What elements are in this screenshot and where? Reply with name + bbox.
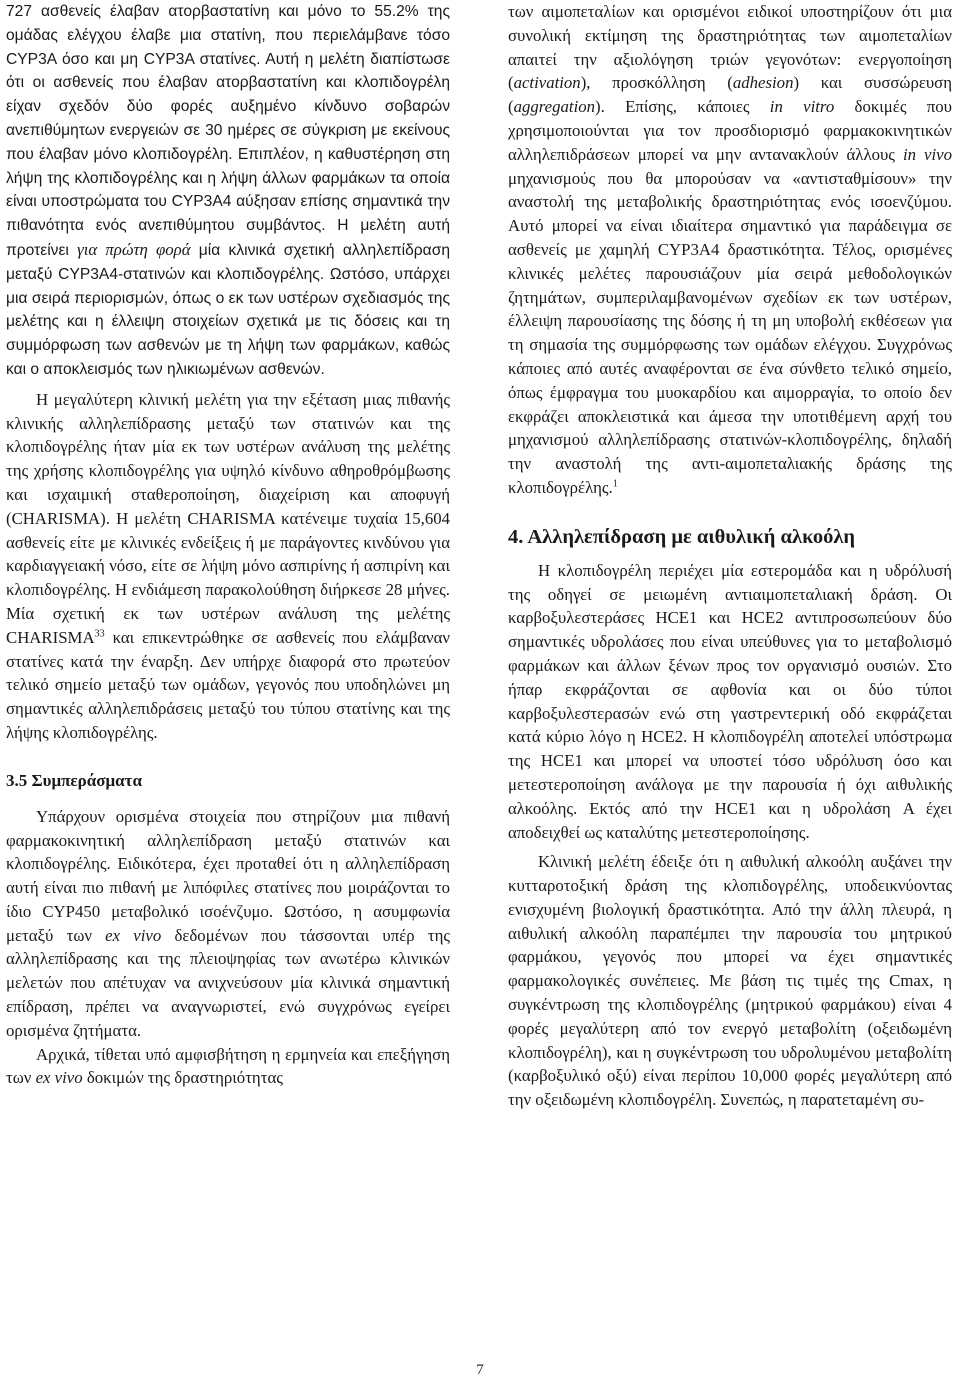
italic-run: in vivo <box>902 144 952 164</box>
text-run: μηχανισμούς που θα μπορούσαν να «αντισταθμίσουν» την αναστολή της μεταβολικής δραστηριότητας ενός ισοενζύμου. Αυτό μπορεί να είναι ιδιαίτερα σημαντικό για παράδειγμα σε ασθενείς με χαμηλή CYP3A4 δραστικότητα. Τέλος, ορισμένες κλινικές μελέτες παρουσιάζουν μία σειρά μεθοδολογικών ζητημάτων, συμπεριλαμβανομένων σχεδίων εκ των υστέρων, έλλειψη παρουσίασης της δόσης ή τη μη υποβολή εκθέσεων για τη σημασία της συμμόρφωσης των ομάδων ελέγχου. Συγχρόνως κάποιες από αυτές αναφέρονται σε ένα σύνθετο τελικό σημείο, όπως έμφραγμα του μυοκαρδίου και αιμορραγία, το οποίο δεν εκφράζει αποκλειστικά και άμεσα την υποτιθέμενη αρχή του μηχανισμού αλληλεπίδρασης στατινών-κλοπιδογρέλης, δηλαδή την αναστολή της αντι-αιμοπεταλιακής δράσης της κλοπιδογρέλης. <box>508 168 952 497</box>
text-run: 727 ασθενείς έλαβαν ατορβαστατίνη και μόνο το 55.2% της ομάδας ελέγχου έλαβε μια στατίνη, που περιελάμβανε τόσο CYP3A όσο και μη CYP3A στατίνες. Αυτή η μελέτη διαπίστωσε ότι οι ασθενείς που έλαβαν ατορβαστατίνη και κλοπιδογρέλη είχαν σχεδόν δύο φορές αυξημένο κίνδυνο σοβαρών ανεπιθύμητων ενεργειών σε 30 ημέρες σε σύγκριση με εκείνους που έλαβαν μόνο κλοπιδογρέλη. Επιπλέον, η καθυστέρηση στη λήψη της κλοπιδογρέλης και η λήψη άλλων φαρμάκων τα οποία είναι υποστρώματα του CYP3A4 αύξησαν επίσης σημαντικά την πιθανότητα ενός ανεπιθύμητου συμβάντος. Η μελέτη αυτή προτείνει <box>6 3 450 259</box>
paragraph-conclusions <box>6 805 450 1043</box>
text-run: Αρχικά, τίθεται υπό αμφισβήτηση η ερμηνεία και επεξήγηση των <box>6 1044 450 1088</box>
italic-run: in vitro <box>769 97 835 117</box>
text-run: δοκιμών της δραστηριότητας <box>82 1068 283 1088</box>
text-run: ). Επίσης, κάποιες <box>595 97 770 117</box>
page-number: 7 <box>476 1362 484 1378</box>
citation-superscript: 1 <box>612 478 618 490</box>
paragraph-platelet-activity <box>508 0 952 500</box>
paragraph-ex-vivo <box>6 1043 450 1091</box>
text-run: των αιμοπεταλίων και ορισμένοι ειδικοί υποστηρίζουν ότι μια συνολική εκτίμηση της δραστηριότητας των αιμοπεταλίων απαιτεί την αξιολόγηση τριών γεγονότων: ενεργοποίηση ( <box>508 2 952 93</box>
italic-run: για πρώτη φορά <box>77 239 191 259</box>
text-run: Υπάρχουν ορισμένα στοιχεία που στηρίζουν μια πιθανή φαρμακοκινητική αλληλεπίδραση μεταξύ στατινών και κλοπιδογρέλης. Ειδικότερα, έχει προταθεί ότι η αλληλεπίδραση αυτή είναι πιο πιθανή με λιπόφιλες στατίνες που μοιράζονται το ίδιο CYP450 μεταβολικό ισοένζυμο. Ωστόσο, η ασυμφωνία μεταξύ των <box>6 806 450 945</box>
citation-superscript: 33 <box>94 628 105 640</box>
paragraph-ethanol-hydrolysis: Η κλοπιδογρέλη περιέχει μία εστερομάδα και η υδρόλυσή της οδηγεί σε μειωμένη αντιαιμοπεταλιακή δράση. Οι καρβοξυλεστεράσες HCE1 και HCE2 αντιπροσωπεύουν δύο σημαντικές υδρολάσες που είναι υπεύθυνες για το μεταβολισμό φαρμάκων και άλλων ξένων προς τον οργανισμό ουσιών. Στο ήπαρ εκφράζονται σε αφθονία και οι δύο τύποι καρβοξυλεστερασών ενώ στη γαστρεντερική οδό εκφράζεται κατά κύριο λόγο η HCE2. Η κλοπιδογρέλη αποτελεί υπόστρωμα της HCE1 και μπορεί να υποστεί τόσο υδρόλυση όσο και μετεστεροποίηση ανάλογα με την παρουσία ή όχι αιθυλικής αλκοόλης. Εκτός από την HCE1 και η υδρολάση A έχει αποδειχθεί ως καταλύτης μετεστεροποίησης. <box>508 560 952 842</box>
text-run: δοκιμές που χρησιμοποιούνται για τον προσδιορισμό φαρμακοκινητικών αλληλεπιδράσεων μπορεί να μην αντανακλούν άλλους <box>508 97 952 164</box>
text-run: μία κλινικά σχετική αλληλεπίδραση μεταξύ CYP3A4-στατινών και κλοπιδογρέλης. Ωστόσο, υπάρχει μια σειρά περιορισμών, όπως ο εκ των υστέρων σχεδιασμός της μελέτης και η έλλειψη στοιχείων σχετικά με τις δόσεις και τη συμμόρφωση των ασθενών με τη λήψη των φαρμάκων, καθώς και ο αποκλεισμός των ηλικιωμένων ασθενών. <box>6 241 450 378</box>
italic-run: aggregation <box>513 97 596 117</box>
text-run: δεδομένων που τάσσονται υπέρ της αλληλεπίδρασης και της πλειοψηφίας των ανωτέρω κλινικών μελετών που απέτυχαν να ανιχνεύσουν μία κλινικά σημαντική επίδραση, πρέπει να αναγνωριστεί, ενώ συγχρόνως εγείρει ορισμένα ζητήματα. <box>6 925 450 1040</box>
paragraph-charisma <box>6 388 450 745</box>
text-run: Η μεγαλύτερη κλινική μελέτη για την εξέταση μιας πιθανής κλινικής αλληλεπίδρασης μεταξύ των στατινών και της κλοπιδογρέλης ήταν μία εκ των υστέρων ανάλυση της μελέτης της χρήσης κλοπιδογρέλης για υψηλό κίνδυνο αθηροθρόμβωσης και ισχαιμική σταθεροποίηση, διαχείριση και αποφυγή (CHARISMA). Η μελέτη CHARISMA κατένειμε τυχαία 15,604 ασθενείς είτε με κλινικές ενδείξεις ή με παράγοντες κινδύνου για καρδιαγγειακή νόσο, είτε σε λήψη μόνο ασπιρίνης ή ασπιρίνη και κλοπιδογρέλης. Η ενδιάμεση παρακολούθηση διήρκεσε 28 μήνες. Μία σχετική εκ των υστέρων ανάλυση της μελέτης CHARISMA <box>6 389 450 647</box>
italic-run: adhesion <box>732 73 794 93</box>
section-heading-3-5: 3.5 Συμπεράσματα <box>6 770 142 790</box>
text-run: ) και συσσώρευση ( <box>508 73 953 117</box>
italic-run: activation <box>513 73 581 93</box>
section-heading-4: 4. Αλληλεπίδραση με αιθυλική αλκοόλη <box>508 525 856 548</box>
left-column <box>6 0 450 1090</box>
text-run: ), προσκόλληση ( <box>580 73 733 93</box>
italic-run: ex vivo <box>35 1068 83 1088</box>
text-run: και επικεντρώθηκε σε ασθενείς που ελάμβαναν στατίνες κατά την έναρξη. Δεν υπήρχε διαφορά στο πρωτεύον τελικό σημείο μεταξύ των ομάδων, γεγονός που υποδηλώνει μη σημαντικές αλληλεπιδράσεις μεταξύ του τύπου στατίνης και της λήψης κλοπιδογρέλης. <box>6 627 450 742</box>
right-column <box>508 0 952 1112</box>
paragraph-atorvastatin-study <box>6 0 450 382</box>
italic-run: ex vivo <box>105 925 162 945</box>
paragraph-ethanol-clinical: Κλινική μελέτη έδειξε ότι η αιθυλική αλκοόλη αυξάνει την κυτταροτοξική δράση της κλοπιδογρέλης, υποδεικνύοντας ενισχυμένη βιολογική δραστικότητα. Από την άλλη πλευρά, η αιθυλική αλκοόλη παραπέμπει την παρουσία του μητρικού φαρμάκου, γεγονός που μπορεί να έχει σημαντικές φαρμακολογικές συνέπειες. Με βάση τις τιμές της Cmax, η συγκέντρωση της κλοπιδογρέλης (μητρικού φαρμάκου) είναι 4 φορές μεγαλύτερη από τον ενεργό μεταβολίτη (οξειδωμένη κλοπιδογρέλη), και η συγκέντρωση του υδρολυμένου μεταβολίτη (καρβοξυλικό οξύ) είναι περίπου 10,000 φορές μεγαλύτερη από την οξειδωμένη κλοπιδογρέλη. Συνεπώς, η παρατεταμένη συ- <box>508 852 952 1110</box>
